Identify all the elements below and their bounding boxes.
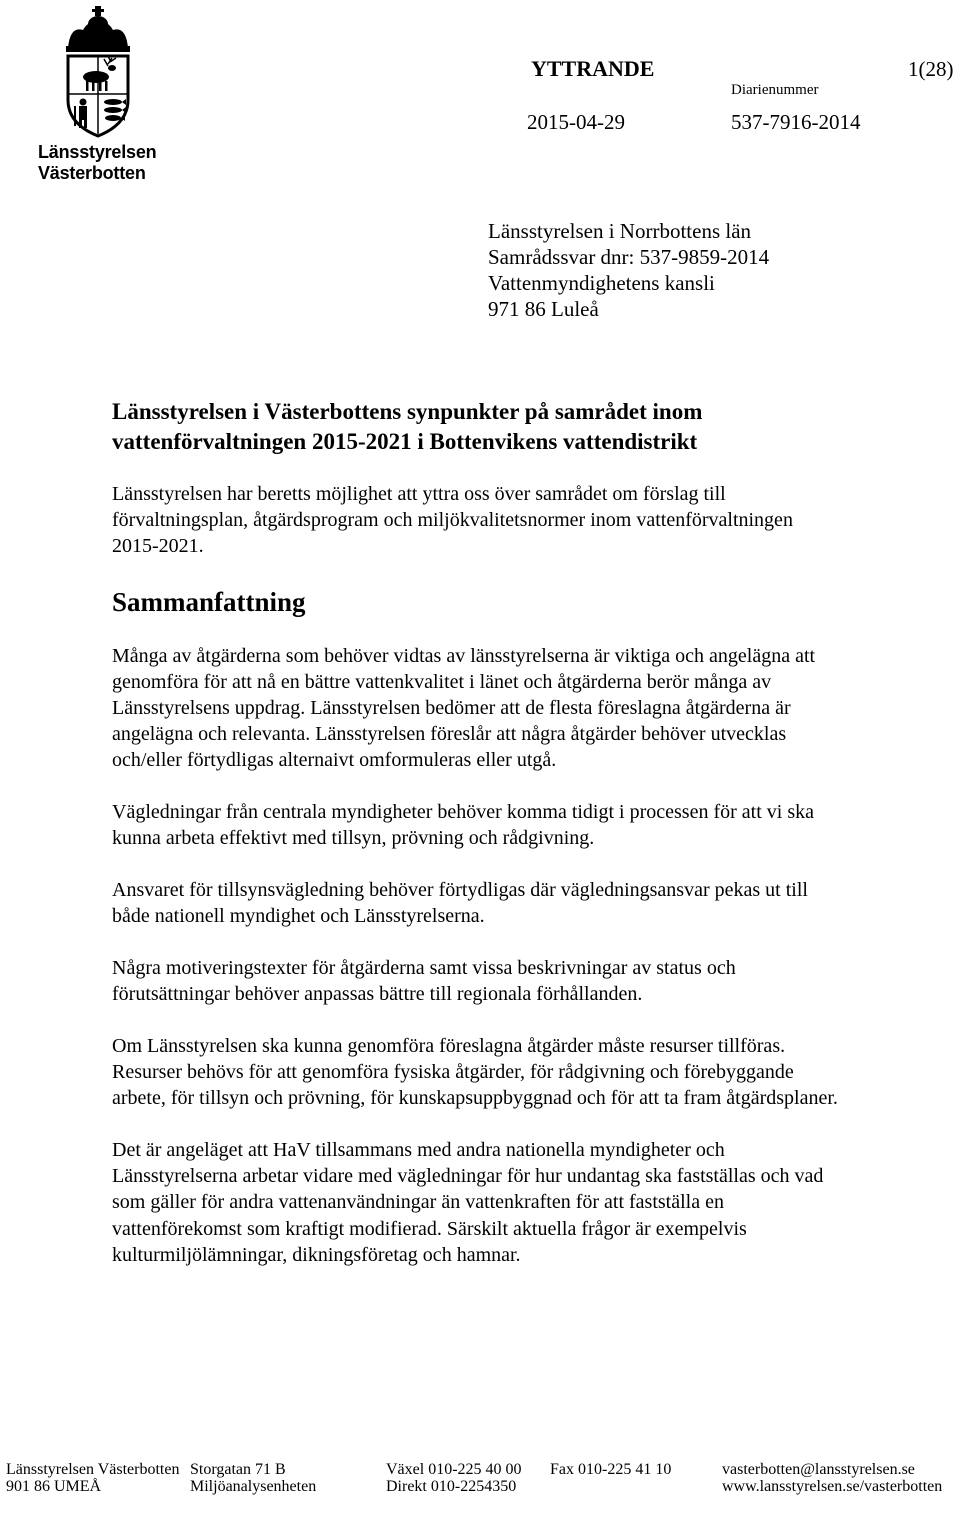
- footer-direct: Direkt 010-2254350: [386, 1478, 517, 1495]
- body-paragraph: Några motiveringstexter för åtgärderna samt vissa beskrivningar av status och förutsättningar behöver anpassas bättre till regionala förhållanden.: [112, 956, 736, 1006]
- document-type: YTTRANDE: [531, 56, 655, 81]
- recipient-line: Vattenmyndighetens kansli: [488, 271, 715, 295]
- footer-website[interactable]: www.lansstyrelsen.se/vasterbotten: [722, 1478, 943, 1495]
- recipient-address: [488, 218, 769, 322]
- recipient-line: 971 86 Luleå: [488, 297, 599, 321]
- registration-number: 537-7916-2014: [731, 110, 861, 134]
- footer-contact-column: [722, 1461, 942, 1495]
- body-paragraph: Om Länsstyrelsen ska kunna genomföra föreslagna åtgärder måste resurser tillföras. Resurser behövs för att genomföra fysiska åtgärder, för rådgivning och förebyggande arbete, för tillsyn och prövning, för kunskapsuppbyggnad och för att ta fram åtgärdsplaner.: [112, 1034, 838, 1110]
- intro-paragraph: Länsstyrelsen har beretts möjlighet att yttra oss över samrådet om förslag till förvaltningsplan, åtgärdsprogram och miljökvalitetsnormer inom vattenförvaltningen 2015-2021.: [112, 483, 793, 558]
- footer-street: Storgatan 71 B: [190, 1461, 286, 1478]
- coat-of-arms-logo: [38, 4, 158, 144]
- section-heading: Sammanfattning: [112, 586, 306, 617]
- body-paragraph: Det är angeläget att HaV tillsammans med andra nationella myndigheter och Länsstyrelserna arbetar vidare med vägledningar för hur undantag ska fastställas och vad som gäller för andra vattenanvändningar än vattenkraften för att fastställa en vattenförekomst som kraftigt modifierad. Särskilt aktuella frågor är exempelvis kulturmiljölämningar, dikningsföretag och hamnar.: [112, 1138, 824, 1266]
- footer-unit: Miljöanalysenheten: [190, 1478, 317, 1495]
- footer-address-column: [190, 1461, 316, 1495]
- logo-line1: Länsstyrelsen: [38, 142, 157, 162]
- body-paragraph: Vägledningar från centrala myndigheter behöver komma tidigt i processen för att vi ska kunna arbeta effektivt med tillsyn, prövning och rådgivning.: [112, 801, 814, 850]
- document-body: [112, 481, 842, 1293]
- title-line1: Länsstyrelsen i Västerbottens synpunkter på samrådet inom: [112, 399, 703, 424]
- body-paragraph: Ansvaret för tillsynsvägledning behöver förtydligas där vägledningsansvar pekas ut till både nationell myndighet och Länsstyrelserna.: [112, 879, 808, 928]
- footer-postal: 901 86 UMEÅ: [6, 1478, 102, 1495]
- recipient-line: Samrådssvar dnr: 537-9859-2014: [488, 245, 770, 269]
- footer-fax: Fax 010-225 41 10: [550, 1461, 672, 1478]
- footer-fax-column: [550, 1461, 671, 1478]
- footer-org-column: [6, 1461, 179, 1495]
- document-date: 2015-04-29: [527, 110, 625, 134]
- footer-phone: Växel 010-225 40 00: [386, 1461, 522, 1478]
- logo-line2: Västerbotten: [38, 163, 146, 183]
- footer-org: Länsstyrelsen Västerbotten: [6, 1461, 180, 1478]
- body-paragraph: Många av åtgärderna som behöver vidtas av länsstyrelserna är viktiga och angelägna att genomföra för att nå en bättre vattenkvalitet i länet och åtgärderna berör många av Länsstyrelsens uppdrag. Länsstyrelsen bedömer att de flesta föreslagna åtgärderna är angelägna och relevanta. Länsstyrelsen föreslår att några åtgärder behöver utvecklas och/eller förtydligas alternaivt omformuleras eller utgå.: [112, 644, 816, 772]
- recipient-line: Länsstyrelsen i Norrbottens län: [488, 219, 752, 243]
- logo-text: [38, 142, 178, 184]
- registration-label: Diarienummer: [731, 82, 819, 98]
- footer-phone-column: [386, 1461, 522, 1495]
- title-line2: vattenförvaltningen 2015-2021 i Bottenvikens vattendistrikt: [112, 429, 698, 454]
- footer-email[interactable]: vasterbotten@lansstyrelsen.se: [722, 1461, 915, 1478]
- document-title: [112, 397, 892, 457]
- page-number: 1(28): [908, 57, 954, 81]
